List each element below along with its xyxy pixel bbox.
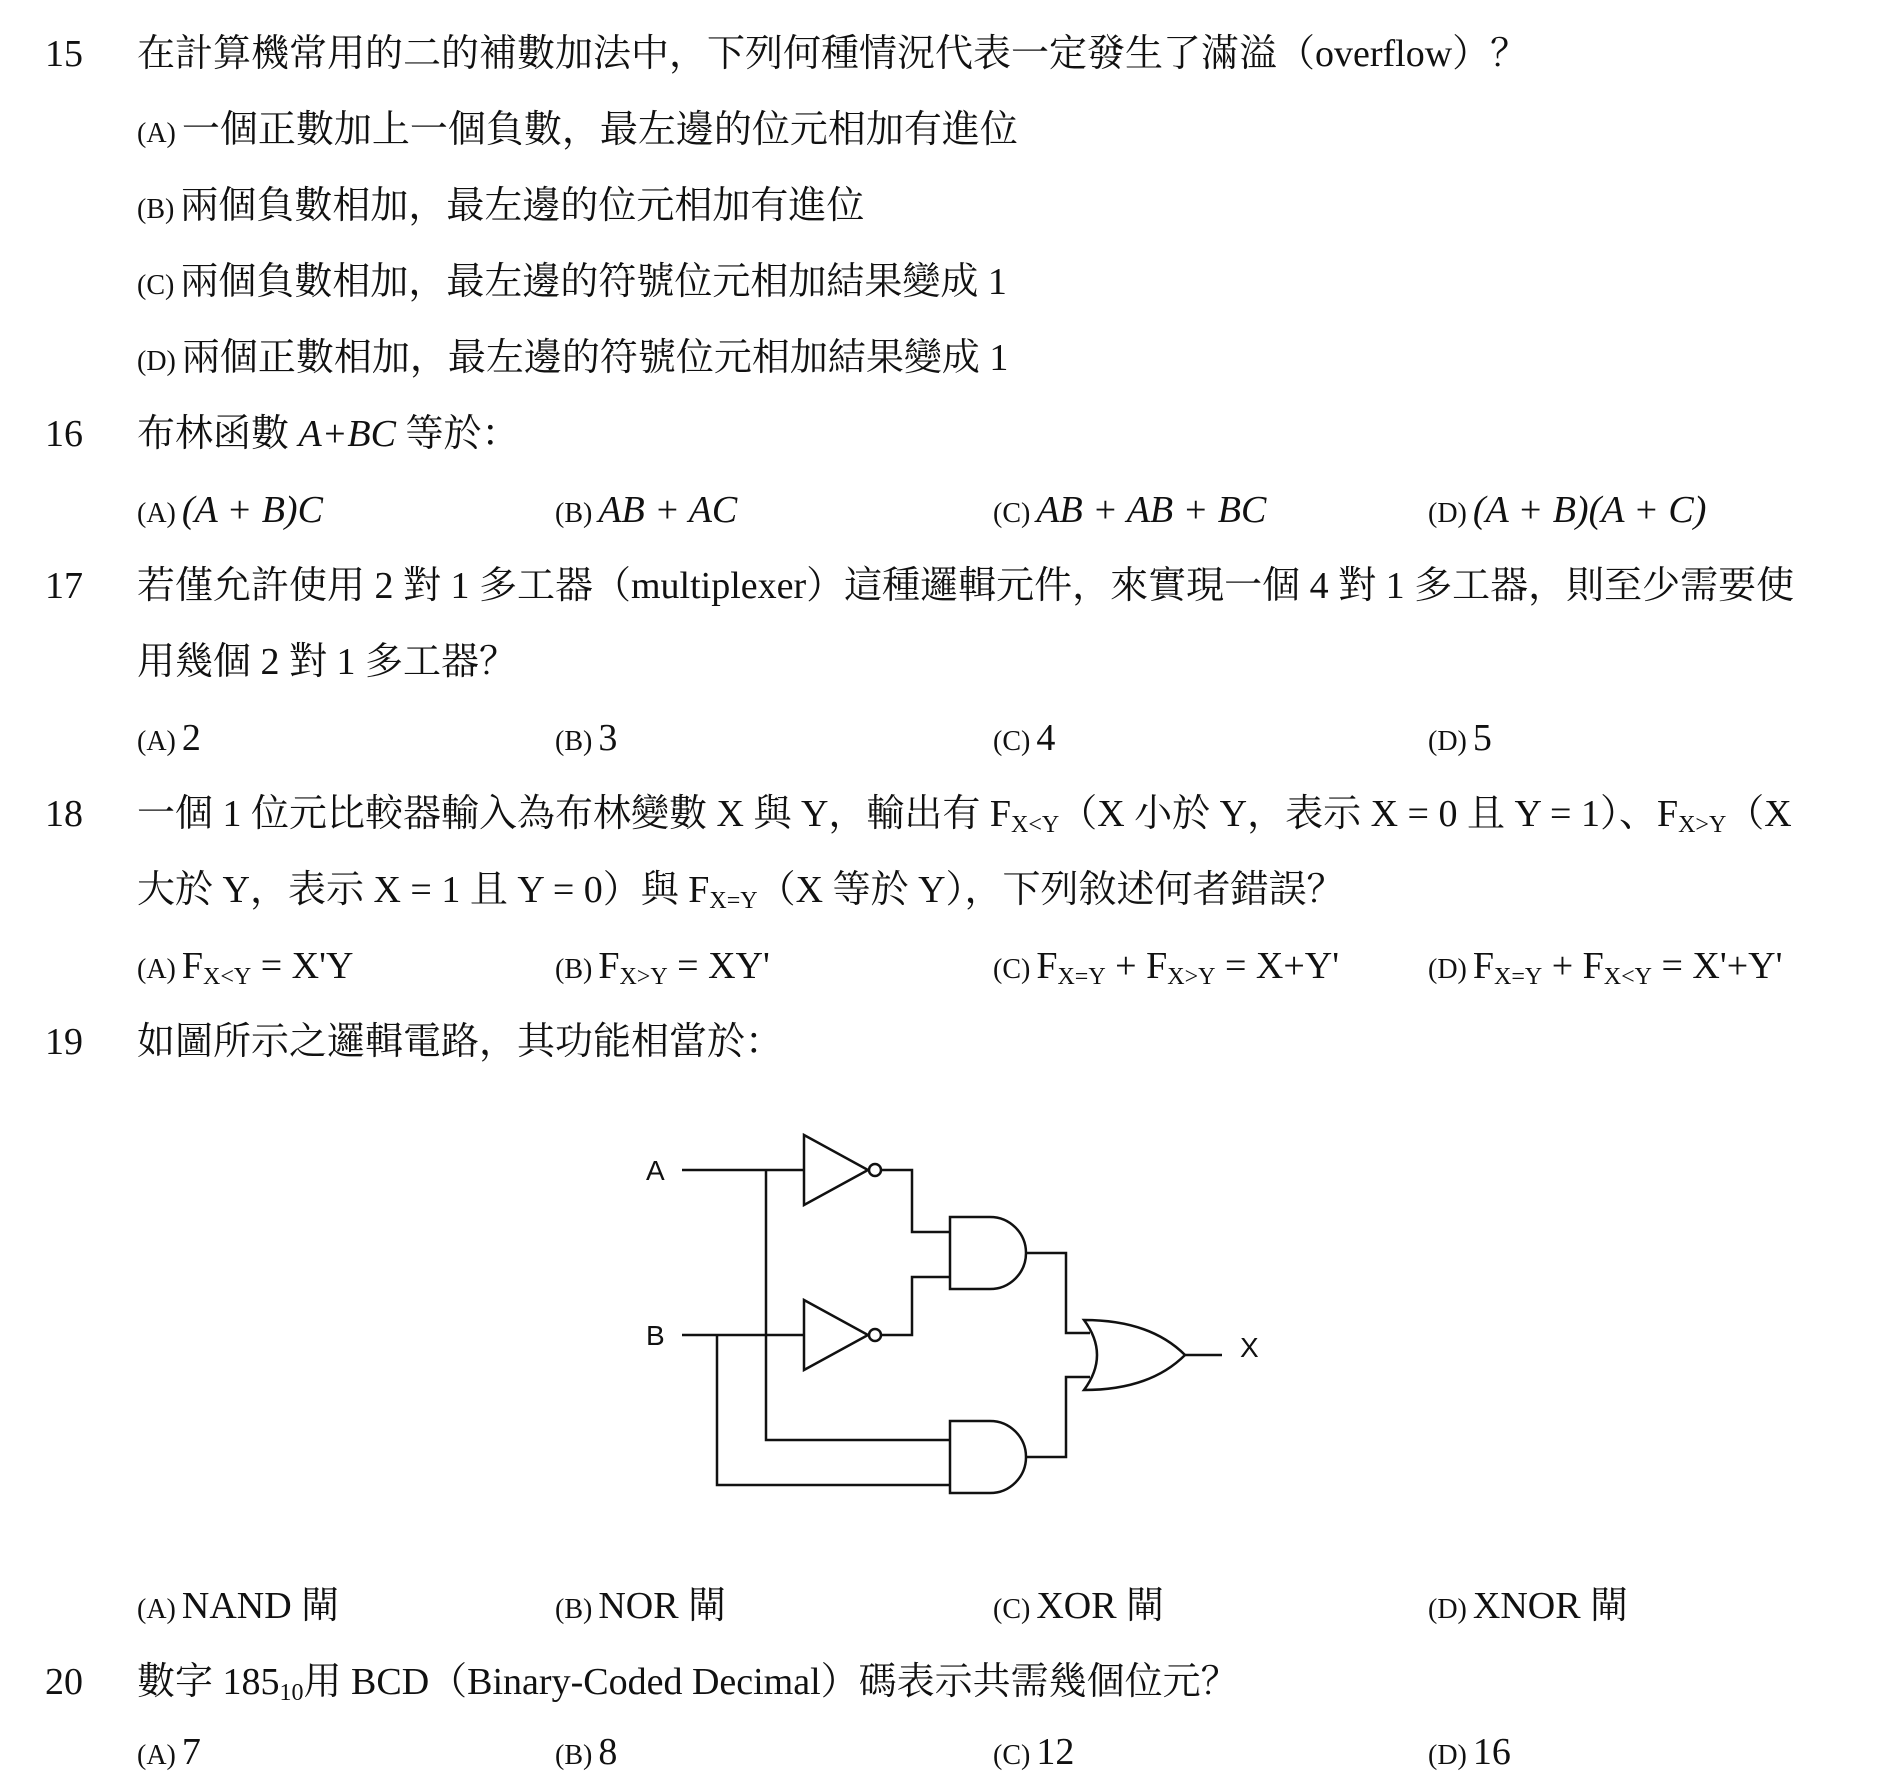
question-text: 若僅允許使用 2 對 1 多工器（multiplexer）這種邏輯元件，來實現一個 4 對 1 多工器，則至少需要使 [137,565,1795,607]
option-a: (A) $F_{X<Y} = X'Y$ [137,945,354,990]
option-letter: (C) [137,270,175,301]
q17-stem-cont [0,632,1901,692]
option-text: 兩個正數相加，最左邊的符號位元相加結果變成 1 [181,337,1009,379]
q20-stem [0,1652,1901,1712]
option-c: (C) $F_{X=Y} + F_{X>Y} = X+Y'$ [993,945,1340,990]
q15-option-b [0,176,1901,236]
wire-and1-to-or [1026,1253,1090,1333]
option-d: (D) (A + B)(A + C) [1428,489,1707,531]
q18-stem-cont [0,860,1901,920]
q19-stem [0,1012,1901,1072]
option-c: (C) 4 [993,717,1056,759]
option-letter: (B) [137,194,175,225]
question-text: 大於 Y，表示 X = 1 且 Y = 0）與 $F_{X=Y}(X$ 等於 Y），下列敘述何者錯誤？ [137,869,1345,914]
option-a: (A) (A + B)C [137,489,323,531]
input-b-label: B [646,1320,665,1351]
question-text: 一個 1 位元比較器輸入為布林變數 X 與 Y，輸出有 $F_{X<Y}(X$ 小於 Y，表示 X = 0 且 Y = 1）、$F_{X>Y}(X$ [137,793,1792,838]
q17-options [0,708,1901,768]
option-d: (D) 16 [1428,1731,1511,1773]
output-x-label: X [1240,1332,1259,1363]
wire-nota-to-and1 [881,1170,950,1232]
and-gate-1 [950,1217,1026,1289]
not-gate-b [804,1300,868,1370]
option-text: 兩個負數相加，最左邊的符號位元相加結果變成 1 [180,261,1007,303]
logic-circuit-diagram [600,1110,1280,1510]
not-gate-a-bubble [869,1164,881,1176]
option-c: (C) AB + AB + BC [993,489,1267,531]
option-b: (B) 3 [555,717,618,759]
option-a: (A) NAND 閘 [137,1585,340,1627]
option-c: (C) 12 [993,1731,1075,1773]
option-d: (D) 5 [1428,717,1492,759]
option-b: (B) AB + AC [555,489,738,531]
q19-options [0,1576,1901,1636]
option-text: 一個正數加上一個負數，最左邊的位元相加有進位 [181,109,1018,151]
q15-option-c [0,252,1901,312]
not-gate-a [804,1135,868,1205]
option-letter: (D) [137,346,176,377]
option-a: (A) 7 [137,1731,201,1773]
question-number: 18 [45,793,83,835]
q20-options [0,1722,1901,1782]
option-letter: (A) [137,118,176,149]
option-b: (B) $F_{X>Y} = XY'$ [555,945,770,990]
option-text: 兩個負數相加，最左邊的位元相加有進位 [180,185,865,227]
q16-options [0,480,1901,540]
not-gate-b-bubble [869,1329,881,1341]
wire-notb-to-and1 [881,1277,950,1335]
question-text: 在計算機常用的二的補數加法中，下列何種情況代表一定發生了滿溢（overflow）？ [137,33,1529,75]
option-d: (D) XNOR 閘 [1428,1585,1629,1627]
option-c: (C) XOR 閘 [993,1585,1165,1627]
q16-stem [0,404,1901,464]
question-number: 19 [45,1021,83,1063]
question-number: 20 [45,1661,83,1703]
and-gate-2 [950,1421,1026,1493]
question-text: 布林函數 A+BC 等於： [137,413,520,455]
option-a: (A) 2 [137,717,201,759]
question-text: 數字 $185_{10}$用 BCD（Binary-Coded Decimal）碼表示共需幾個位元？ [137,1661,1239,1706]
option-d: (D) $F_{X=Y} + F_{X<Y} = X'+Y'$ [1428,945,1783,990]
q18-stem [0,784,1901,844]
or-gate [1084,1320,1185,1390]
q17-stem [0,556,1901,616]
input-a-label: A [646,1155,665,1186]
question-number: 17 [45,565,83,607]
question-text: 如圖所示之邏輯電路，其功能相當於： [137,1021,784,1063]
option-b: (B) 8 [555,1731,618,1773]
option-b: (B) NOR 閘 [555,1585,727,1627]
q15-stem [0,24,1901,84]
wire-b-to-and2 [717,1335,950,1485]
question-number: 16 [45,413,83,455]
wire-and2-to-or [1026,1377,1090,1457]
q18-options [0,936,1901,996]
question-text: 用幾個 2 對 1 多工器？ [137,641,518,683]
q15-option-a [0,100,1901,160]
question-number: 15 [45,33,83,75]
wire-a-to-and2 [766,1170,950,1440]
q15-option-d [0,328,1901,388]
